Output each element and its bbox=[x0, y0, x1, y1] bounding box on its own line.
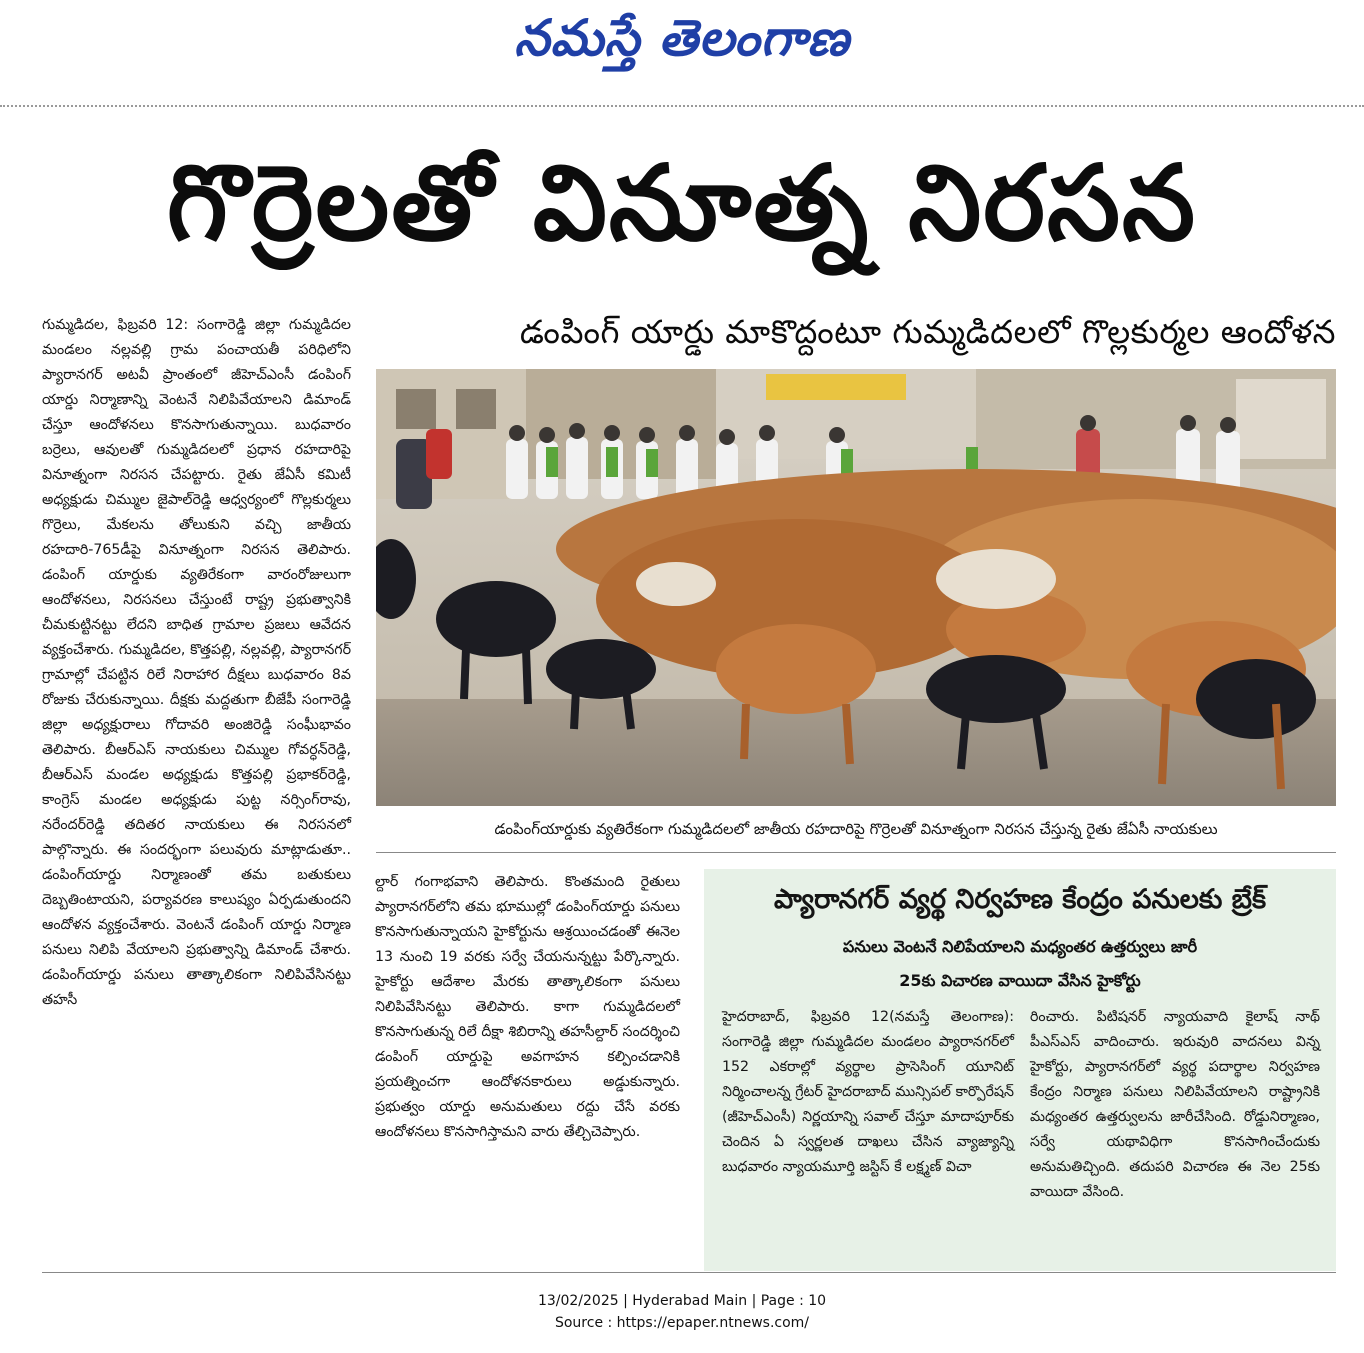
subheadline: డంపింగ్ యార్డు మాకొద్దంటూ గుమ్మడిదలలో గొల్లకుర్మల ఆందోళన bbox=[519, 313, 1336, 351]
box-title: ప్యారానగర్ వ్యర్థ నిర్వహణ కేంద్రం పనులకు బ్రేక్ bbox=[773, 884, 1267, 915]
masthead-title: నమస్తే తెలంగాణ bbox=[514, 8, 850, 67]
caption-divider bbox=[376, 852, 1336, 853]
headline: గొర్రెలతో వినూత్న నిరసన bbox=[167, 142, 1197, 264]
footer-source-link[interactable]: Source : https://epaper.ntnews.com/ bbox=[554, 1315, 810, 1331]
article-column-2: ల్దార్ గంగాభవాని తెలిపారు. కొంతమంది రైతులు ప్యారానగర్‌లోని తమ భూముల్లో డంపింగ్‌యార్డు పనులు కొనసాగుతున్నాయని హైకోర్టును ఆశ్రయించడంతో ఈనెల 13 నుంచి 19 వరకు సర్వే చేయనున్నట్టు పేర్కొన్నారు. హైకోర్టు ఆదేశాల మేరకు తాత్కాలికంగా పనులు నిలిపివేసినట్టు తెలిపారు. కాగా గుమ్మడిదలలో కొనసాగుతున్న రిలే దీక్షా శిబిరాన్ని తహసీల్దార్ సందర్శించి డంపింగ్ యార్డుపై అవగాహన కల్పించడానికి ప్రయత్నించగా ఆందోళనకారులు అడ్డుకున్నారు. ప్రభుత్వం యార్డు అనుమతులు రద్దు చేసే వరకు ఆందోళనలు కొనసాగిస్తామని వారు తేల్చిచెప్పారు. bbox=[375, 874, 680, 1140]
box-subtitle-1: పనులు వెంటనే నిలిపేయాలని మధ్యంతర ఉత్తర్వులు జారీ bbox=[842, 937, 1198, 956]
box-column-1: హైదరాబాద్, ఫిబ్రవరి 12(నమస్తే తెలంగాణ): సంగారెడ్డి జిల్లా గుమ్మడిదల మండలం ప్యారానగర్‌లో 152 ఎకరాల్లో వ్యర్థాల ప్రాసెసింగ్ యూనిట్ నిర్మించాలన్న గ్రేటర్ హైదరాబాద్ మున్సిపల్ కార్పొరేషన్ (జీహెచ్ఎంసీ) నిర్ణయాన్ని సవాల్ చేస్తూ మాదాపూర్‌కు చెందిన ఏ స్వర్ణలత దాఖలు చేసిన వ్యాజ్యాన్ని బుధవారం న్యాయమూర్తి జస్టిస్ కే లక్ష్మణ్ విచా bbox=[722, 1009, 1014, 1175]
news-photo bbox=[376, 369, 1336, 806]
article-column-1: గుమ్మడిదల, ఫిబ్రవరి 12: సంగారెడ్డి జిల్లా గుమ్మడిదల మండలం నల్లవల్లి గ్రామ పంచాయతీ పరిధిలోని ప్యారానగర్ అటవీ ప్రాంతంలో జీహెచ్ఎంసీ డంపింగ్ యార్డు నిర్మాణాన్ని వెంటనే నిలిపివేయాలని డిమాండ్ చేస్తూ ఆందోళనలు కొనసాగుతున్నాయి. బుధవారం బర్రెలు, ఆవులతో గుమ్మడిదలలో ప్రధాన రహదారిపై వినూత్నంగా నిరసన చేపట్టారు. రైతు జేఏసీ కమిటీ అధ్యక్షుడు చిమ్ముల జైపాల్‌రెడ్డి ఆధ్వర్యంలో గొల్లకుర్మలు గొర్రెలు, మేకలను తోలుకుని వచ్చి జాతీయ రహదారి-765డీపై వినూత్నంగా నిరసన తెలిపారు. డంపింగ్ యార్డుకు వ్యతిరేకంగా వారంరోజులుగా ఆందోళనలు, నిరసనలు చేస్తుంటే రాష్ట్ర ప్రభుత్వానికి చీమకుట్టినట్టు లేదని బాధిత గ్రామాల ప్రజలు ఆవేదన వ్యక్తంచేశారు. గుమ్మడిదల, కొత్తపల్లి, నల్లవల్లి, ప్యారానగర్ గ్రామాల్లో చేపట్టిన రిలే నిరాహార దీక్షలు బుధవారం 8వ రోజుకు చేరుకున్నాయి. దీక్షకు మద్దతుగా బీజేపీ సంగారెడ్డి జిల్లా అధ్యక్షురాలు గోదావరి అంజిరెడ్డి సంఘీభావం తెలిపారు. బీఆర్ఎస్ నాయకులు చిమ్ముల గోవర్ధన్‌రెడ్డి, బీఆర్ఎస్ మండల అధ్యక్షుడు కొత్తపల్లి ప్రభాకర్‌రెడ్డి, కాంగ్రెస్ మండల అధ్యక్షుడు పుట్ట నర్సింగ్‌రావు, నరేందర్‌రెడ్డి తదితర నాయకులు ఈ నిరసనలో పాల్గొన్నారు. ఈ సందర్భంగా పలువురు మాట్లాడుతూ.. డంపింగ్‌యార్డు నిర్మాణంతో తమ బతుకులు దెబ్బతింటాయని, పర్యావరణ కాలుష్యం ఏర్పడుతుందని ఆందోళన వ్యక్తంచేశారు. వెంటనే డంపింగ్ యార్డు నిర్మాణ పనులు నిలిపి వేయాలని ప్రభుత్వాన్ని డిమాండ్ చేశారు. డంపింగ్‌యార్డు పనులు తాత్కాలికంగా నిలిపివేసినట్టు తహసీ bbox=[42, 317, 351, 1008]
photo-caption: డంపింగ్‌యార్డుకు వ్యతిరేకంగా గుమ్మడిదలలో జాతీయ రహదారిపై గొర్రెలతో వినూత్నంగా నిరసన చేస్తున్న రైతు జేఏసీ నాయకులు bbox=[494, 820, 1218, 838]
box-column-2: రించారు. పిటిషనర్ న్యాయవాది కైలాష్ నాథ్ పీఎస్ఎస్ వాదించారు. ఇరువురి వాదనలు విన్న హైకోర్టు, ప్యారానగర్‌లో వ్యర్థ పదార్థాల నిర్వహణ కేంద్రం నిర్మాణ పనులు నిలిపివేయాలని రాష్ట్రానికి మధ్యంతర ఉత్తర్వులను జారీచేసింది. రోడ్డునిర్మాణం, సర్వే యథావిధిగా కొనసాగించేందుకు అనుమతిచ్చింది. తదుపరి విచారణ ఈ నెల 25కు వాయిదా వేసింది. bbox=[1030, 1009, 1320, 1200]
box-subtitle-2: 25కు విచారణ వాయిదా వేసిన హైకోర్టు bbox=[899, 971, 1141, 990]
footer-divider bbox=[42, 1272, 1336, 1273]
footer-edition-info: 13/02/2025 | Hyderabad Main | Page : 10 bbox=[537, 1293, 827, 1309]
masthead bbox=[0, 0, 1364, 80]
masthead-divider bbox=[0, 105, 1364, 107]
